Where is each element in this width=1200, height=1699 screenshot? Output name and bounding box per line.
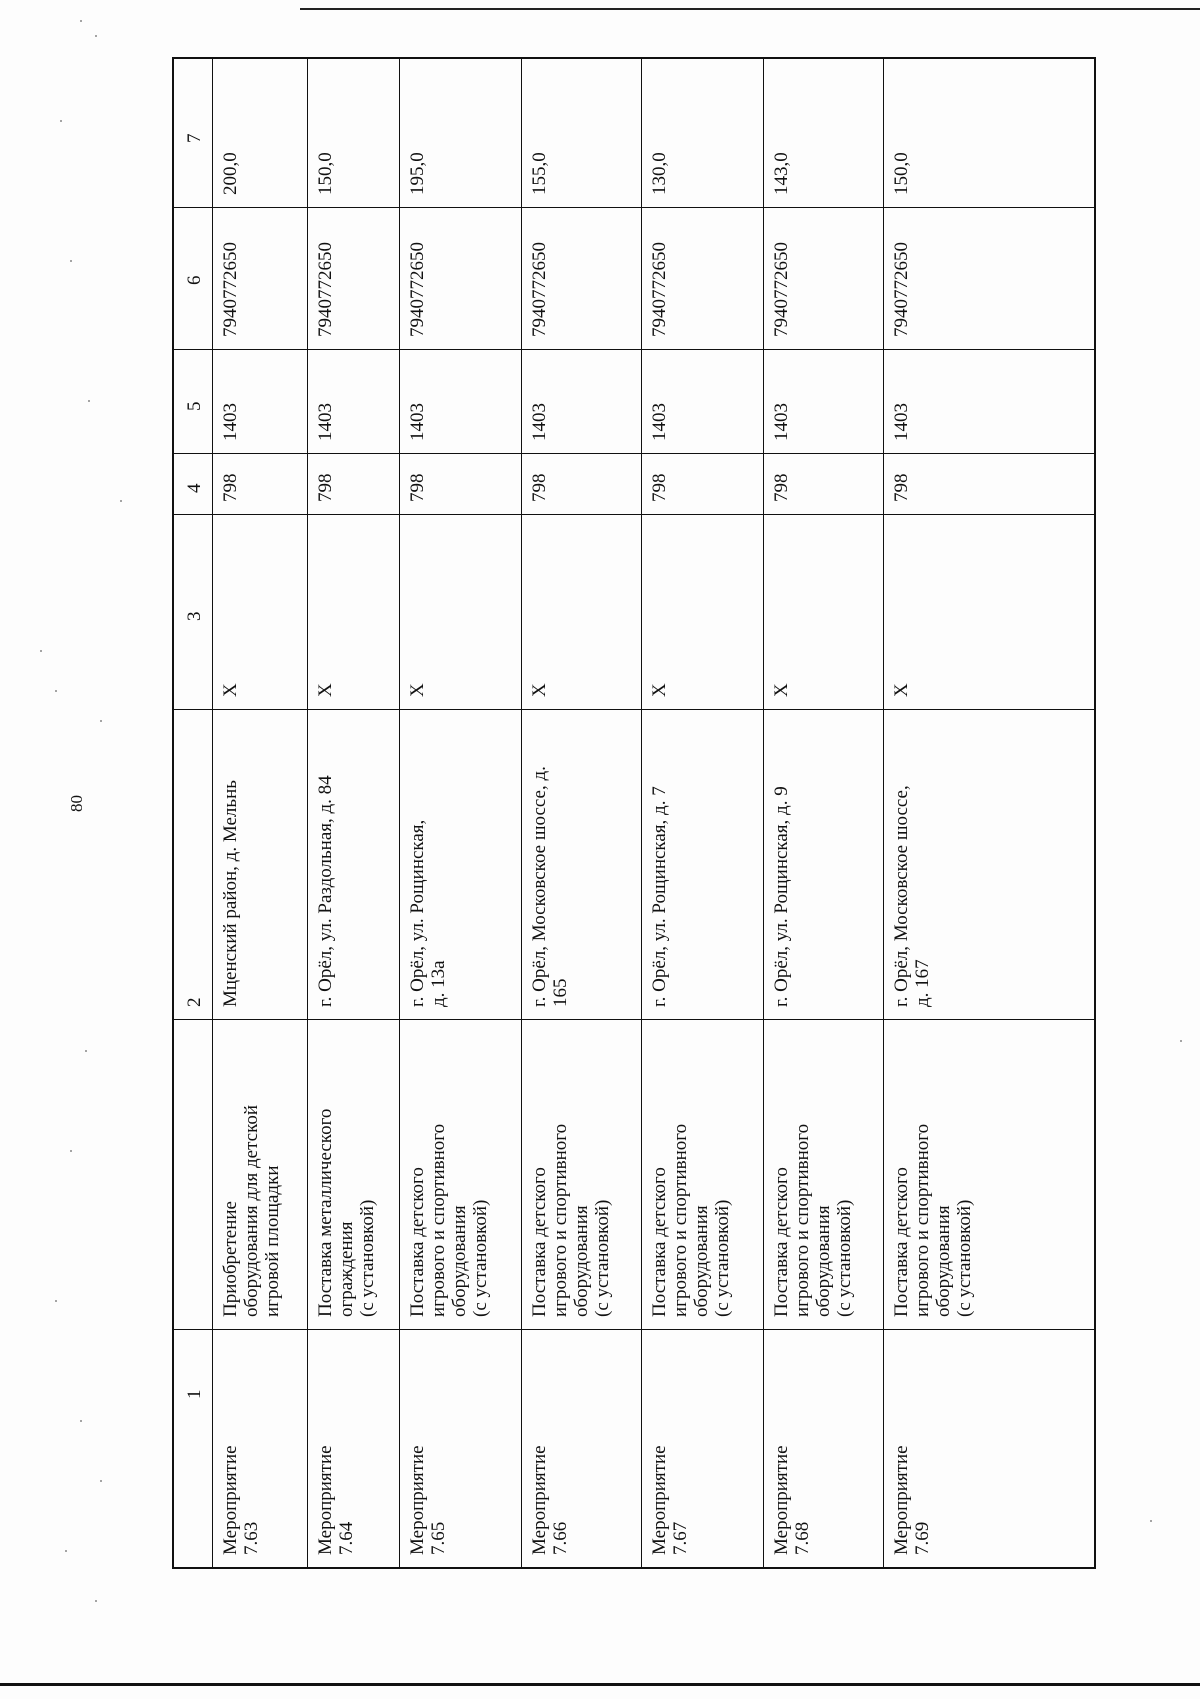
event-name-cell-line: Поставка детского — [529, 1167, 550, 1317]
section-cell-line: 1403 — [771, 403, 792, 441]
code-cell-line: 7940772650 — [407, 242, 428, 337]
address-cell-line: г. Орёл, Московское шоссе, д. — [529, 766, 550, 1007]
address-cell — [883, 709, 1094, 1019]
event-name-cell-line: игрового и спортивного — [428, 1123, 449, 1317]
header-cell-2: 2 — [184, 997, 205, 1007]
address-cell — [763, 709, 883, 1019]
amount-cell-line: 155,0 — [529, 152, 550, 195]
header-cell-4: 4 — [184, 483, 205, 493]
code-cell-line: 7940772650 — [891, 242, 912, 337]
address-cell — [307, 709, 399, 1019]
x-cell — [883, 514, 1094, 709]
address-cell-line: г. Орёл, ул. Рощинская, — [407, 819, 428, 1007]
amount-cell — [399, 59, 521, 207]
address-cell — [641, 709, 763, 1019]
event-name-cell-line: оборудования — [571, 1205, 592, 1317]
event-id-cell-line: 7.64 — [336, 1521, 357, 1555]
event-name-cell-line: игрового и спортивного — [550, 1123, 571, 1317]
event-id-cell-line: 7.65 — [428, 1521, 449, 1555]
header-cell-6: 6 — [184, 275, 205, 285]
header-cell-1: 1 — [184, 1389, 205, 1399]
code-cell — [883, 207, 1094, 349]
event-id-cell-line: Мероприятие — [220, 1445, 241, 1555]
section-cell-line: 1403 — [649, 403, 670, 441]
gr-cell-line: 798 — [407, 473, 428, 502]
address-cell — [212, 709, 307, 1019]
event-name-cell — [521, 1019, 641, 1329]
event-name-cell-line: игровой площадки — [262, 1165, 283, 1317]
event-id-cell-line: 7.67 — [670, 1521, 691, 1555]
x-cell-line: Х — [771, 683, 792, 697]
budget-table — [172, 57, 1096, 1569]
gr-cell-line: 798 — [220, 473, 241, 502]
gr-cell — [763, 453, 883, 514]
event-name-cell-line: Поставка детского — [649, 1167, 670, 1317]
x-cell-line: Х — [529, 683, 550, 697]
address-cell-line: д. 167 — [912, 959, 933, 1007]
event-name-cell — [399, 1019, 521, 1329]
event-id-cell-line: 7.66 — [550, 1521, 571, 1555]
x-cell — [307, 514, 399, 709]
event-name-cell-line: (с установкой) — [592, 1199, 613, 1317]
event-id-cell — [883, 1329, 1094, 1567]
gr-cell-line: 798 — [529, 473, 550, 502]
event-id-cell — [763, 1329, 883, 1567]
x-cell-line: Х — [407, 683, 428, 697]
section-cell-line: 1403 — [407, 403, 428, 441]
section-cell — [763, 349, 883, 453]
event-name-cell-line: (с установкой) — [470, 1199, 491, 1317]
x-cell — [212, 514, 307, 709]
code-cell-line: 7940772650 — [771, 242, 792, 337]
x-cell-line: Х — [891, 683, 912, 697]
amount-cell — [641, 59, 763, 207]
section-cell — [883, 349, 1094, 453]
code-cell-line: 7940772650 — [220, 242, 241, 337]
amount-cell — [212, 59, 307, 207]
amount-cell-line: 150,0 — [891, 152, 912, 195]
event-name-cell — [763, 1019, 883, 1329]
event-name-cell — [307, 1019, 399, 1329]
section-cell-line: 1403 — [529, 403, 550, 441]
code-cell — [641, 207, 763, 349]
event-name-cell-line: игрового и спортивного — [912, 1123, 933, 1317]
gr-cell-line: 798 — [891, 473, 912, 502]
amount-cell — [883, 59, 1094, 207]
event-id-cell-line: 7.68 — [792, 1521, 813, 1555]
event-id-cell-line: Мероприятие — [407, 1445, 428, 1555]
header-cell-3: 3 — [184, 611, 205, 621]
section-cell-line: 1403 — [891, 403, 912, 441]
section-cell — [307, 349, 399, 453]
header-cell-5: 5 — [184, 401, 205, 411]
gr-cell — [212, 453, 307, 514]
x-cell — [521, 514, 641, 709]
event-name-cell-line: оборудования — [933, 1205, 954, 1317]
x-cell — [399, 514, 521, 709]
event-name-cell-line: Поставка металлического — [315, 1108, 336, 1317]
event-id-cell-line: Мероприятие — [771, 1445, 792, 1555]
code-cell — [307, 207, 399, 349]
gr-cell — [641, 453, 763, 514]
event-id-cell — [521, 1329, 641, 1567]
code-cell — [212, 207, 307, 349]
event-name-cell-line: (с установкой) — [834, 1199, 855, 1317]
gr-cell — [399, 453, 521, 514]
code-cell-line: 7940772650 — [649, 242, 670, 337]
section-cell — [521, 349, 641, 453]
amount-cell-line: 130,0 — [649, 152, 670, 195]
event-id-cell-line: 7.63 — [241, 1521, 262, 1555]
x-cell-line: Х — [220, 683, 241, 697]
x-cell — [641, 514, 763, 709]
section-cell-line: 1403 — [315, 403, 336, 441]
x-cell-line: Х — [315, 683, 336, 697]
address-cell-line: г. Орёл, Московское шоссе, — [891, 785, 912, 1007]
event-name-cell-line: игрового и спортивного — [670, 1123, 691, 1317]
event-name-cell-line: ограждения — [336, 1221, 357, 1317]
address-cell-line: г. Орёл, ул. Рощинская, д. 9 — [771, 786, 792, 1007]
event-id-cell — [641, 1329, 763, 1567]
code-cell — [763, 207, 883, 349]
header-cell-7: 7 — [184, 133, 205, 143]
event-id-cell-line: Мероприятие — [315, 1445, 336, 1555]
event-name-cell-line: игрового и спортивного — [792, 1123, 813, 1317]
code-cell-line: 7940772650 — [529, 242, 550, 337]
event-id-cell — [307, 1329, 399, 1567]
gr-cell-line: 798 — [649, 473, 670, 502]
gr-cell — [307, 453, 399, 514]
section-cell — [641, 349, 763, 453]
gr-cell-line: 798 — [771, 473, 792, 502]
section-cell — [399, 349, 521, 453]
amount-cell-line: 150,0 — [315, 152, 336, 195]
amount-cell — [763, 59, 883, 207]
event-name-cell-line: оборудования — [691, 1205, 712, 1317]
event-name-cell-line: оборудования — [813, 1205, 834, 1317]
event-name-cell-line: (с установкой) — [712, 1199, 733, 1317]
amount-cell — [307, 59, 399, 207]
address-cell-line: 165 — [550, 978, 571, 1007]
event-name-cell-line: оборудования для детской — [241, 1104, 262, 1317]
amount-cell-line: 195,0 — [407, 152, 428, 195]
event-name-cell — [883, 1019, 1094, 1329]
x-cell-line: Х — [649, 683, 670, 697]
address-cell — [399, 709, 521, 1019]
top-edge-line — [300, 8, 1200, 10]
code-cell — [399, 207, 521, 349]
gr-cell-line: 798 — [315, 473, 336, 502]
address-cell — [521, 709, 641, 1019]
address-cell-line: Мценский район, д. Мельнь — [220, 780, 241, 1007]
amount-cell-line: 143,0 — [771, 152, 792, 195]
amount-cell-line: 200,0 — [220, 152, 241, 195]
event-id-cell-line: Мероприятие — [891, 1445, 912, 1555]
page-number: 80 — [67, 795, 86, 812]
event-id-cell-line: Мероприятие — [529, 1445, 550, 1555]
event-name-cell-line: Поставка детского — [407, 1167, 428, 1317]
x-cell — [763, 514, 883, 709]
address-cell-line: г. Орёл, ул. Раздольная, д. 84 — [315, 775, 336, 1007]
event-id-cell-line: 7.69 — [912, 1521, 933, 1555]
event-name-cell-line: Поставка детского — [771, 1167, 792, 1317]
event-name-cell-line: Поставка детского — [891, 1167, 912, 1317]
address-cell-line: г. Орёл, ул. Рощинская, д. 7 — [649, 786, 670, 1007]
event-id-cell-line: Мероприятие — [649, 1445, 670, 1555]
amount-cell — [521, 59, 641, 207]
gr-cell — [883, 453, 1094, 514]
event-name-cell — [641, 1019, 763, 1329]
section-cell-line: 1403 — [220, 403, 241, 441]
bottom-edge-line — [0, 1683, 1200, 1686]
address-cell-line: д. 13а — [428, 960, 449, 1007]
event-id-cell — [399, 1329, 521, 1567]
code-cell-line: 7940772650 — [315, 242, 336, 337]
section-cell — [212, 349, 307, 453]
event-name-cell-line: (с установкой) — [357, 1199, 378, 1317]
event-id-cell — [212, 1329, 307, 1567]
event-name-cell-line: (с установкой) — [954, 1199, 975, 1317]
gr-cell — [521, 453, 641, 514]
event-name-cell — [212, 1019, 307, 1329]
event-name-cell-line: оборудования — [449, 1205, 470, 1317]
event-name-cell-line: Приобретение — [220, 1201, 241, 1317]
code-cell — [521, 207, 641, 349]
